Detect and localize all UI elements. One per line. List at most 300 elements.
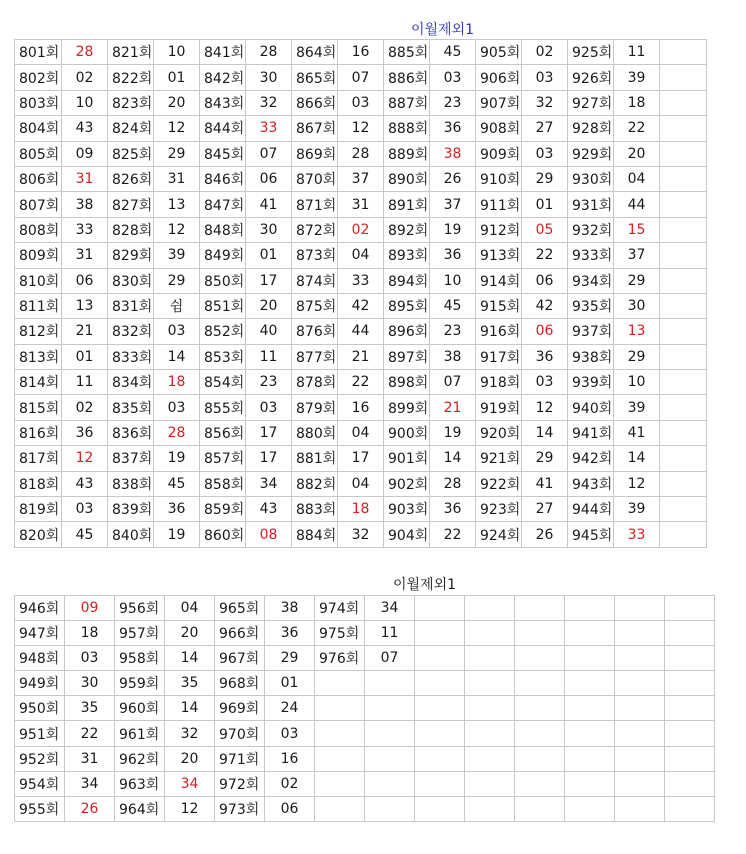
number-cell: 07 [430, 370, 476, 395]
number-cell: 04 [614, 166, 660, 191]
number-cell: 01 [265, 671, 315, 696]
number-cell: 21 [338, 344, 384, 369]
table-row [15, 319, 707, 344]
number-cell: 28 [62, 40, 108, 65]
number-cell: 14 [522, 420, 568, 445]
round-cell: 848회 [200, 217, 246, 242]
number-cell: 09 [62, 141, 108, 166]
number-cell [365, 796, 415, 821]
round-cell: 879회 [292, 395, 338, 420]
empty-cell [660, 293, 707, 318]
round-cell: 873회 [292, 243, 338, 268]
round-cell: 805회 [15, 141, 62, 166]
round-cell: 871회 [292, 192, 338, 217]
table-row [15, 497, 707, 522]
number-cell: 03 [246, 395, 292, 420]
round-cell: 952회 [15, 746, 65, 771]
round-cell: 964회 [115, 796, 165, 821]
empty-cell [665, 796, 715, 821]
round-cell: 807회 [15, 192, 62, 217]
number-cell: 29 [614, 344, 660, 369]
round-cell: 864회 [292, 40, 338, 65]
number-cell: 20 [165, 746, 215, 771]
round-cell: 819회 [15, 497, 62, 522]
number-cell: 10 [614, 370, 660, 395]
round-cell: 867회 [292, 116, 338, 141]
empty-cell [615, 771, 665, 796]
number-cell: 24 [265, 696, 315, 721]
empty-cell [615, 796, 665, 821]
number-cell: 16 [338, 395, 384, 420]
number-cell: 20 [614, 141, 660, 166]
empty-cell [565, 796, 615, 821]
number-cell: 34 [65, 771, 115, 796]
empty-cell [660, 90, 707, 115]
round-cell: 846회 [200, 166, 246, 191]
round-cell: 957회 [115, 621, 165, 646]
round-cell [315, 796, 365, 821]
empty-cell [660, 471, 707, 496]
number-cell: 22 [614, 116, 660, 141]
empty-cell [415, 696, 465, 721]
empty-cell [515, 771, 565, 796]
table-row [15, 243, 707, 268]
round-cell: 838회 [108, 471, 154, 496]
empty-cell [465, 721, 515, 746]
round-cell: 851회 [200, 293, 246, 318]
round-cell: 849회 [200, 243, 246, 268]
round-cell: 905회 [476, 40, 522, 65]
round-cell: 972회 [215, 771, 265, 796]
empty-cell [565, 671, 615, 696]
number-cell [365, 671, 415, 696]
round-cell: 918회 [476, 370, 522, 395]
table-row [15, 141, 707, 166]
round-cell: 836회 [108, 420, 154, 445]
empty-cell [565, 696, 615, 721]
round-cell: 801회 [15, 40, 62, 65]
round-cell: 815회 [15, 395, 62, 420]
empty-cell [515, 671, 565, 696]
round-cell: 880회 [292, 420, 338, 445]
round-cell: 922회 [476, 471, 522, 496]
empty-cell [515, 646, 565, 671]
empty-cell [660, 217, 707, 242]
table1-title: 이월제외1 [411, 22, 475, 38]
number-cell: 03 [522, 65, 568, 90]
number-cell: 35 [65, 696, 115, 721]
round-cell: 934회 [568, 268, 614, 293]
table-row [15, 522, 707, 547]
round-cell [315, 746, 365, 771]
number-cell: 04 [338, 471, 384, 496]
empty-cell [665, 746, 715, 771]
number-cell: 16 [265, 746, 315, 771]
round-cell: 962회 [115, 746, 165, 771]
number-cell: 01 [246, 243, 292, 268]
round-cell: 935회 [568, 293, 614, 318]
number-cell: 12 [522, 395, 568, 420]
round-cell: 959회 [115, 671, 165, 696]
round-cell: 955회 [15, 796, 65, 821]
number-cell: 32 [338, 522, 384, 547]
round-cell: 830회 [108, 268, 154, 293]
table-row [15, 721, 715, 746]
number-cell: 38 [265, 596, 315, 621]
round-cell: 817회 [15, 446, 62, 471]
draw-results-table-2 [14, 595, 715, 822]
table-row [15, 596, 715, 621]
number-cell: 37 [338, 166, 384, 191]
round-cell: 837회 [108, 446, 154, 471]
table-row [15, 395, 707, 420]
empty-cell [515, 621, 565, 646]
empty-cell [465, 771, 515, 796]
round-cell: 887회 [384, 90, 430, 115]
round-cell: 906회 [476, 65, 522, 90]
round-cell: 859회 [200, 497, 246, 522]
empty-cell [615, 696, 665, 721]
number-cell: 37 [430, 192, 476, 217]
number-cell: 03 [522, 370, 568, 395]
empty-cell [665, 621, 715, 646]
round-cell: 917회 [476, 344, 522, 369]
empty-cell [465, 646, 515, 671]
number-cell: 02 [62, 65, 108, 90]
round-cell: 940회 [568, 395, 614, 420]
number-cell: 22 [522, 243, 568, 268]
empty-cell [515, 696, 565, 721]
round-cell: 896회 [384, 319, 430, 344]
empty-cell [660, 243, 707, 268]
round-cell: 847회 [200, 192, 246, 217]
number-cell: 27 [522, 497, 568, 522]
round-cell: 958회 [115, 646, 165, 671]
round-cell: 942회 [568, 446, 614, 471]
round-cell: 814회 [15, 370, 62, 395]
round-cell: 930회 [568, 166, 614, 191]
round-cell: 844회 [200, 116, 246, 141]
number-cell: 22 [65, 721, 115, 746]
table-row [15, 268, 707, 293]
number-cell: 44 [338, 319, 384, 344]
number-cell: 14 [165, 646, 215, 671]
number-cell: 02 [265, 771, 315, 796]
empty-cell [660, 40, 707, 65]
number-cell: 12 [154, 217, 200, 242]
number-cell: 20 [165, 621, 215, 646]
round-cell [315, 671, 365, 696]
number-cell: 06 [265, 796, 315, 821]
round-cell: 945회 [568, 522, 614, 547]
empty-cell [415, 771, 465, 796]
number-cell: 34 [165, 771, 215, 796]
empty-cell [465, 796, 515, 821]
number-cell: 36 [62, 420, 108, 445]
round-cell: 968회 [215, 671, 265, 696]
number-cell: 10 [154, 40, 200, 65]
round-cell: 903회 [384, 497, 430, 522]
round-cell: 870회 [292, 166, 338, 191]
empty-cell [415, 746, 465, 771]
number-cell: 34 [246, 471, 292, 496]
number-cell: 05 [522, 217, 568, 242]
round-cell: 973회 [215, 796, 265, 821]
number-cell: 22 [430, 522, 476, 547]
number-cell: 22 [338, 370, 384, 395]
number-cell: 27 [522, 116, 568, 141]
number-cell: 20 [154, 90, 200, 115]
round-cell: 818회 [15, 471, 62, 496]
table-row [15, 671, 715, 696]
number-cell: 42 [338, 293, 384, 318]
round-cell: 875회 [292, 293, 338, 318]
number-cell: 40 [246, 319, 292, 344]
round-cell: 919회 [476, 395, 522, 420]
round-cell: 921회 [476, 446, 522, 471]
round-cell: 893회 [384, 243, 430, 268]
empty-cell [660, 370, 707, 395]
round-cell: 842회 [200, 65, 246, 90]
number-cell: 11 [62, 370, 108, 395]
round-cell: 932회 [568, 217, 614, 242]
round-cell: 888회 [384, 116, 430, 141]
number-cell: 33 [246, 116, 292, 141]
number-cell: 19 [430, 217, 476, 242]
number-cell: 43 [246, 497, 292, 522]
empty-cell [415, 671, 465, 696]
round-cell: 971회 [215, 746, 265, 771]
number-cell: 12 [338, 116, 384, 141]
empty-cell [415, 596, 465, 621]
round-cell: 884회 [292, 522, 338, 547]
round-cell: 840회 [108, 522, 154, 547]
empty-cell [615, 596, 665, 621]
number-cell: 10 [62, 90, 108, 115]
round-cell: 850회 [200, 268, 246, 293]
round-cell: 902회 [384, 471, 430, 496]
number-cell: 41 [614, 420, 660, 445]
number-cell: 28 [154, 420, 200, 445]
number-cell: 13 [154, 192, 200, 217]
round-cell: 946회 [15, 596, 65, 621]
number-cell: 10 [430, 268, 476, 293]
round-cell: 931회 [568, 192, 614, 217]
round-cell: 956회 [115, 596, 165, 621]
round-cell: 948회 [15, 646, 65, 671]
empty-cell [465, 696, 515, 721]
round-cell: 967회 [215, 646, 265, 671]
number-cell: 29 [154, 141, 200, 166]
number-cell: 14 [614, 446, 660, 471]
number-cell: 28 [246, 40, 292, 65]
round-cell: 829회 [108, 243, 154, 268]
empty-cell [565, 721, 615, 746]
number-cell [365, 696, 415, 721]
number-cell: 41 [246, 192, 292, 217]
round-cell: 803회 [15, 90, 62, 115]
round-cell: 938회 [568, 344, 614, 369]
round-cell: 856회 [200, 420, 246, 445]
round-cell: 869회 [292, 141, 338, 166]
empty-cell [565, 596, 615, 621]
number-cell: 38 [62, 192, 108, 217]
round-cell: 854회 [200, 370, 246, 395]
round-cell: 860회 [200, 522, 246, 547]
round-cell: 866회 [292, 90, 338, 115]
number-cell: 08 [246, 522, 292, 547]
empty-cell [615, 746, 665, 771]
number-cell: 31 [65, 746, 115, 771]
number-cell: 30 [246, 217, 292, 242]
number-cell [365, 771, 415, 796]
number-cell: 39 [614, 497, 660, 522]
round-cell: 974회 [315, 596, 365, 621]
number-cell: 21 [430, 395, 476, 420]
round-cell: 855회 [200, 395, 246, 420]
round-cell: 901회 [384, 446, 430, 471]
empty-cell [415, 721, 465, 746]
number-cell: 06 [62, 268, 108, 293]
number-cell: 04 [165, 596, 215, 621]
round-cell: 916회 [476, 319, 522, 344]
number-cell: 18 [154, 370, 200, 395]
round-cell: 915회 [476, 293, 522, 318]
round-cell: 802회 [15, 65, 62, 90]
number-cell: 34 [365, 596, 415, 621]
round-cell: 929회 [568, 141, 614, 166]
round-cell: 810회 [15, 268, 62, 293]
table-row [15, 446, 707, 471]
round-cell: 913회 [476, 243, 522, 268]
round-cell: 825회 [108, 141, 154, 166]
number-cell: 13 [614, 319, 660, 344]
table-row [15, 116, 707, 141]
round-cell: 876회 [292, 319, 338, 344]
empty-cell [665, 646, 715, 671]
number-cell: 01 [522, 192, 568, 217]
round-cell: 811회 [15, 293, 62, 318]
round-cell: 969회 [215, 696, 265, 721]
number-cell: 03 [265, 721, 315, 746]
empty-cell [660, 446, 707, 471]
number-cell: 33 [614, 522, 660, 547]
number-cell: 12 [614, 471, 660, 496]
number-cell: 36 [265, 621, 315, 646]
round-cell: 831회 [108, 293, 154, 318]
round-cell: 845회 [200, 141, 246, 166]
round-cell: 961회 [115, 721, 165, 746]
table-row [15, 771, 715, 796]
number-cell: 06 [246, 166, 292, 191]
empty-cell [660, 192, 707, 217]
number-cell: 11 [246, 344, 292, 369]
number-cell: 39 [614, 395, 660, 420]
empty-cell [465, 621, 515, 646]
number-cell: 17 [338, 446, 384, 471]
round-cell [315, 721, 365, 746]
table-row [15, 746, 715, 771]
number-cell: 33 [338, 268, 384, 293]
round-cell: 832회 [108, 319, 154, 344]
round-cell: 944회 [568, 497, 614, 522]
number-cell: 06 [522, 268, 568, 293]
number-cell: 03 [65, 646, 115, 671]
number-cell: 26 [522, 522, 568, 547]
table-row [15, 90, 707, 115]
number-cell: 04 [338, 420, 384, 445]
number-cell: 19 [154, 446, 200, 471]
round-cell: 911회 [476, 192, 522, 217]
number-cell: 38 [430, 344, 476, 369]
number-cell: 17 [246, 268, 292, 293]
round-cell: 939회 [568, 370, 614, 395]
empty-cell [660, 522, 707, 547]
table-row [15, 420, 707, 445]
empty-cell [415, 796, 465, 821]
round-cell: 897회 [384, 344, 430, 369]
number-cell: 36 [154, 497, 200, 522]
round-cell: 886회 [384, 65, 430, 90]
number-cell: 01 [62, 344, 108, 369]
round-cell: 950회 [15, 696, 65, 721]
number-cell: 17 [246, 446, 292, 471]
empty-cell [415, 646, 465, 671]
number-cell: 41 [522, 471, 568, 496]
number-cell: 29 [522, 446, 568, 471]
round-cell: 872회 [292, 217, 338, 242]
round-cell: 925회 [568, 40, 614, 65]
table-row [15, 344, 707, 369]
empty-cell [565, 746, 615, 771]
number-cell: 06 [522, 319, 568, 344]
empty-cell [565, 621, 615, 646]
round-cell: 828회 [108, 217, 154, 242]
number-cell: 03 [430, 65, 476, 90]
empty-cell [615, 671, 665, 696]
number-cell: 38 [430, 141, 476, 166]
number-cell: 31 [154, 166, 200, 191]
round-cell: 908회 [476, 116, 522, 141]
round-cell: 853회 [200, 344, 246, 369]
number-cell: 36 [430, 497, 476, 522]
empty-cell [465, 596, 515, 621]
number-cell: 35 [165, 671, 215, 696]
empty-cell [465, 671, 515, 696]
number-cell: 39 [614, 65, 660, 90]
table-row [15, 696, 715, 721]
round-cell [315, 771, 365, 796]
number-cell: 19 [430, 420, 476, 445]
number-cell [365, 721, 415, 746]
round-cell: 963회 [115, 771, 165, 796]
number-cell: 30 [614, 293, 660, 318]
number-cell: 26 [430, 166, 476, 191]
round-cell: 812회 [15, 319, 62, 344]
number-cell: 19 [154, 522, 200, 547]
round-cell: 904회 [384, 522, 430, 547]
table-row [15, 646, 715, 671]
number-cell: 15 [614, 217, 660, 242]
table-row [15, 217, 707, 242]
table-row [15, 192, 707, 217]
round-cell: 899회 [384, 395, 430, 420]
round-cell: 891회 [384, 192, 430, 217]
round-cell: 941회 [568, 420, 614, 445]
empty-cell [660, 166, 707, 191]
number-cell: 31 [62, 243, 108, 268]
round-cell: 914회 [476, 268, 522, 293]
